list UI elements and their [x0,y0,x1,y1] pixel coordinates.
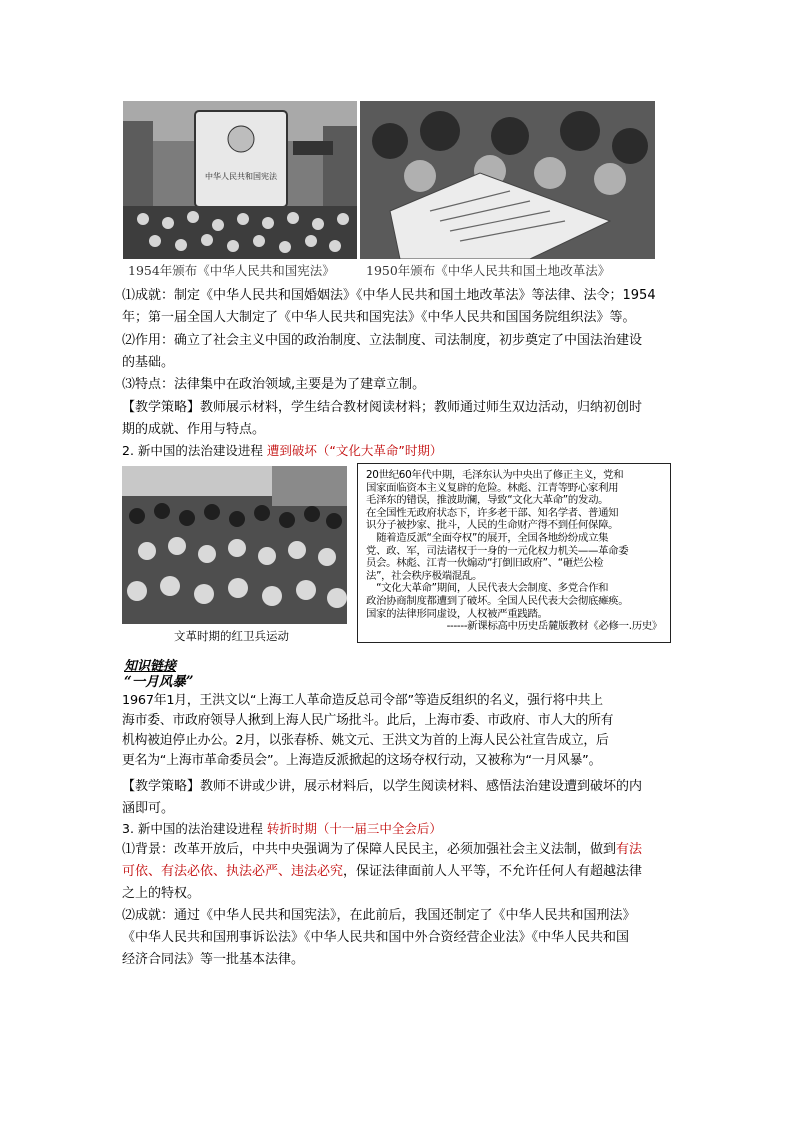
bg-line-1 [122,840,642,860]
img2-caption: 1950年颁布《中华人民共和国土地改革法》 [366,263,611,278]
link-line-3: 机构被迫停止办公。2月，以张春桥、姚文元、王洪文为首的上海人民公社宣告成立，后 [122,733,609,748]
section3-heading-period: 转折时期（十一届三中全会后） [266,821,442,836]
quote-line: 政治协商制度都遭到了破坏。全国人民代表大会彻底瘫痪。 [366,594,629,607]
quote-line: 国家面临资本主义复辟的危险。林彪、江青等野心家利用 [366,481,619,494]
achievement-line-1: ⑴成就：制定《中华人民共和国婚姻法》《中华人民共和国土地改革法》等法律、法令；1954 [122,288,656,303]
effect-line-2: 的基础。 [122,355,175,370]
ach3-line-2: 《中华人民共和国刑事诉讼法》《中华人民共和国中外合资经营企业法》《中华人民共和国 [122,930,630,945]
section2-heading [122,442,442,460]
section2-heading-period: 遭到破坏（“文化大革命”时期） [266,443,443,458]
quote-line: 随着造反派“全面夺权”的展开，全国各地纷纷成立集 [366,531,609,544]
strategy2-line-1: 【教学策略】教师不讲或少讲，展示材料后，以学生阅读材料、感悟法治建设遭到破坏的内 [122,779,643,794]
img1-caption: 1954年颁布《中华人民共和国宪法》 [128,263,335,278]
bg-line-2-text: ，保证法律面前人人平等，不允许任何人有超越法律 [343,864,643,879]
strategy-line-1: 【教学策略】教师展示材料，学生结合教材阅读材料；教师通过师生双边活动，归纳初创时 [122,400,643,415]
bg-line-1-red: 有法 [616,842,643,857]
quote-source: ------新课标高中历史岳麓版教材《必修一.历史》 [446,620,662,633]
quote-line: 毛泽东的错误，推波助澜，导致“文化大革命”的发动。 [366,494,609,507]
section3-heading [122,820,442,838]
strategy2-line-2: 涵即可。 [122,801,175,816]
feature-line: ⑶特点：法律集中在政治领域,主要是为了建章立制。 [122,377,426,392]
textbook-quote-box [357,463,671,643]
red-guards-photo-drawing [122,466,347,624]
link-line-4: 更名为“上海市革命委员会”。上海造反派掀起的这场夺权行动，又被称为“一月风暴”。 [122,753,602,768]
quote-line: 法”，社会秩序极端混乱。 [366,569,483,582]
section2-heading-main: 2. 新中国的法治建设进程 [122,443,263,458]
link-line-1: 1967年1月，王洪文以“上海工人革命造反总司令部”等造反组织的名义，强行将中共上 [122,693,603,708]
red-guards-photo [122,466,347,624]
ach3-line-3: 经济合同法》等一批基本法律。 [122,952,305,967]
bg-line-1-text: ⑴背景：改革开放后，中共中央强调为了保障人民民主，必须加强社会主义法制，做到 [122,842,617,857]
constitution-photo-drawing [123,101,357,259]
red-guards-caption: 文革时期的红卫兵运动 [174,629,289,643]
quote-line: 国家的法律形同虚设，人权被严重践踏。 [366,607,548,620]
banner-text: 中华人民共和国宪法 [205,172,277,181]
ach3-line-1: ⑵成就：通过《中华人民共和国宪法》，在此前后，我国还制定了《中华人民共和国刑法》 [122,908,636,923]
bg-line-2-red: 可依、有法必依、执法必严、违法必究 [122,864,344,879]
land-reform-1950-photo [360,101,655,259]
quote-line: “文化大革命”期间，人民代表大会制度、多党合作和 [366,582,609,595]
quote-line: 员会。林彪、江青一伙煽动“打倒旧政府”、“砸烂公检 [366,557,604,570]
constitution-1954-photo [123,101,357,259]
knowledge-link-subtitle: “一月风暴” [124,674,194,690]
land-reform-photo-drawing [360,101,655,259]
bg-line-2 [122,862,642,882]
link-line-2: 海市委、市政府领导人揪到上海人民广场批斗。此后，上海市委、市政府、市人大的所有 [122,713,614,728]
achievement-line-2: 年；第一届全国人大制定了《中华人民共和国宪法》《中华人民共和国国务院组织法》等。 [122,310,636,325]
quote-line: 识分子被抄家、批斗，人民的生命财产得不到任何保障。 [366,519,619,532]
knowledge-link-title: 知识链接 [124,659,177,674]
effect-line-1: ⑵作用：确立了社会主义中国的政治制度、立法制度、司法制度，初步奠定了中国法治建设 [122,333,643,348]
quote-line: 在全国性无政府状态下，许多老干部、知名学者、普通知 [366,506,619,519]
section3-heading-main: 3. 新中国的法治建设进程 [122,821,263,836]
strategy-line-2: 期的成就、作用与特点。 [122,422,266,437]
bg-line-3: 之上的特权。 [122,886,201,901]
quote-line: 党、政、军，司法诸权于一身的一元化权力机关——革命委 [366,544,629,557]
quote-line: 20世纪60年代中期，毛泽东认为中央出了修正主义，党和 [366,469,624,481]
